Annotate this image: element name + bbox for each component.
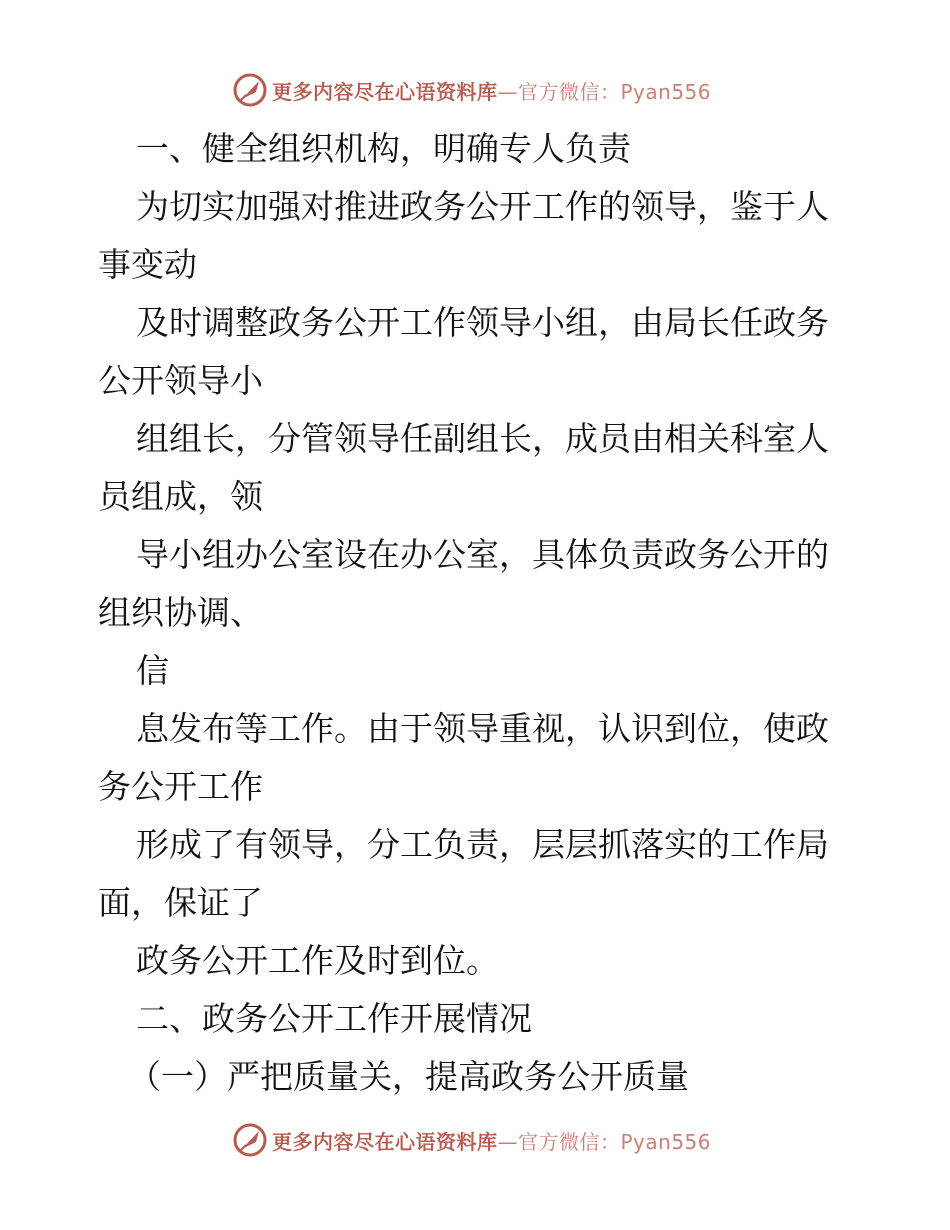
- footer-watermark: [232, 1120, 711, 1160]
- watermark-text: [272, 76, 711, 105]
- text-line: 员组成，领: [98, 477, 263, 516]
- text-line: 组组长，分管领导任副组长，成员由相关科室人: [136, 419, 829, 458]
- text-line: 导小组办公室设在办公室，具体负责政务公开的: [136, 535, 829, 574]
- paragraph: [98, 526, 858, 642]
- watermark-contact: —官方微信：Pyan556: [497, 1129, 712, 1154]
- paragraph: [98, 642, 858, 700]
- paragraph: [98, 120, 858, 178]
- text-line: 为切实加强对推进政务公开工作的领导，鉴于人: [136, 187, 829, 226]
- paragraph: [98, 700, 858, 816]
- header-watermark: [232, 70, 711, 110]
- quill-logo-icon: [232, 1122, 268, 1158]
- paragraph: [98, 816, 858, 932]
- text-line: 形成了有领导，分工负责，层层抓落实的工作局: [136, 825, 829, 864]
- paragraph: [98, 410, 858, 526]
- text-line: 事变动: [98, 245, 197, 284]
- subheading: （一）严把质量关，提高政务公开质量: [128, 1057, 689, 1096]
- text-line: 及时调整政务公开工作领导小组，由局长任政务: [136, 303, 829, 342]
- text-line: 信: [136, 651, 169, 690]
- heading-1: 一、健全组织机构，明确专人负责: [136, 129, 631, 168]
- paragraph: [98, 178, 858, 294]
- paragraph: [98, 294, 858, 410]
- text-line: 公开领导小: [98, 361, 263, 400]
- quill-logo-icon: [232, 72, 268, 108]
- text-line: 务公开工作: [98, 767, 263, 806]
- text-line: 息发布等工作。由于领导重视，认识到位，使政: [136, 709, 829, 748]
- text-line: 组织协调、: [98, 593, 263, 632]
- watermark-text: [272, 1126, 711, 1155]
- paragraph: [98, 1048, 858, 1106]
- watermark-contact: —官方微信：Pyan556: [497, 79, 712, 104]
- text-line: 政务公开工作及时到位。: [136, 941, 499, 980]
- text-line: 面，保证了: [98, 883, 263, 922]
- document-body: [98, 120, 858, 1106]
- watermark-site: 更多内容尽在心语资料库: [272, 79, 498, 104]
- paragraph: [98, 990, 858, 1048]
- watermark-site: 更多内容尽在心语资料库: [272, 1129, 498, 1154]
- heading-2: 二、政务公开工作开展情况: [136, 999, 532, 1038]
- paragraph: [98, 932, 858, 990]
